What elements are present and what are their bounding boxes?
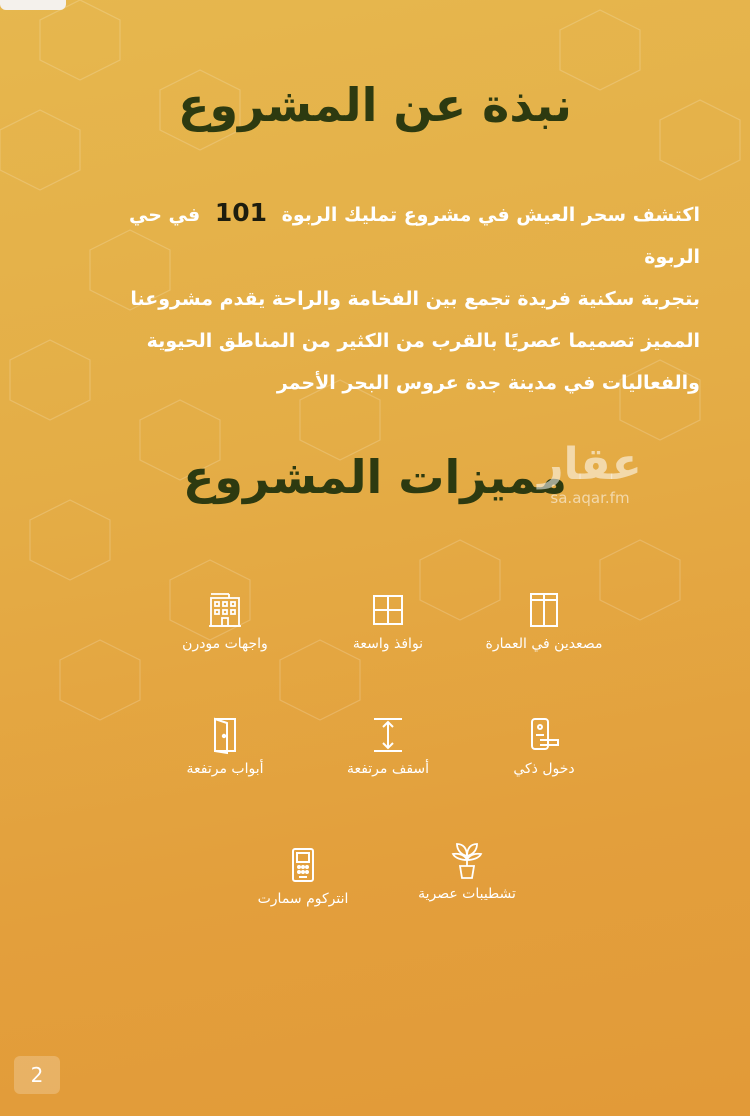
feature-label: انتركوم سمارت bbox=[257, 891, 349, 907]
watermark bbox=[530, 440, 650, 506]
feature-label: مصعدين في العمارة bbox=[485, 636, 603, 652]
building-icon bbox=[205, 590, 245, 630]
about-line1-after: في حي الربوة bbox=[129, 204, 700, 268]
feature-modern-finishes bbox=[377, 840, 557, 902]
plant-icon bbox=[447, 840, 487, 880]
feature-high-doors bbox=[135, 715, 315, 777]
about-line3: المميز تصميما عصريًا بالقرب من الكثير من المناطق الحيوية bbox=[146, 330, 700, 352]
about-line4: والفعاليات في مدينة جدة عروس البحر الأحمر bbox=[276, 372, 700, 394]
feature-elevators bbox=[454, 590, 634, 652]
watermark-brand: عقار bbox=[538, 439, 642, 490]
watermark-domain: sa.aqar.fm bbox=[550, 489, 630, 507]
feature-label: أبواب مرتفعة bbox=[186, 761, 264, 777]
about-line2: بتجربة سكنية فريدة تجمع بين الفخامة والراحة يقدم مشروعنا bbox=[130, 288, 700, 310]
feature-modern-facades bbox=[135, 590, 315, 652]
window-icon bbox=[368, 590, 408, 630]
door-icon bbox=[205, 715, 245, 755]
about-line1-before: اكتشف سحر العيش في مشروع تمليك الربوة bbox=[281, 204, 700, 226]
intercom-icon bbox=[283, 845, 323, 885]
feature-label: واجهات مودرن bbox=[182, 636, 268, 652]
feature-smart-intercom bbox=[213, 845, 393, 907]
feature-smart-entry bbox=[454, 715, 634, 777]
ceiling-height-icon bbox=[368, 715, 408, 755]
feature-label: نوافذ واسعة bbox=[352, 636, 424, 652]
smart-lock-icon bbox=[524, 715, 564, 755]
feature-label: تشطيبات عصرية bbox=[418, 886, 516, 902]
feature-label: أسقف مرتفعة bbox=[346, 761, 430, 777]
about-line1-number: 101 bbox=[214, 198, 268, 227]
about-title: نبذة عن المشروع bbox=[178, 78, 572, 132]
feature-high-ceilings bbox=[298, 715, 478, 777]
top-tab bbox=[0, 0, 66, 10]
about-paragraph bbox=[90, 192, 700, 404]
features-title: مميزات المشروع bbox=[182, 450, 568, 504]
elevator-icon bbox=[524, 590, 564, 630]
feature-label: دخول ذكي bbox=[513, 761, 575, 777]
page-number-badge: 2 bbox=[14, 1056, 60, 1094]
feature-wide-windows bbox=[298, 590, 478, 652]
